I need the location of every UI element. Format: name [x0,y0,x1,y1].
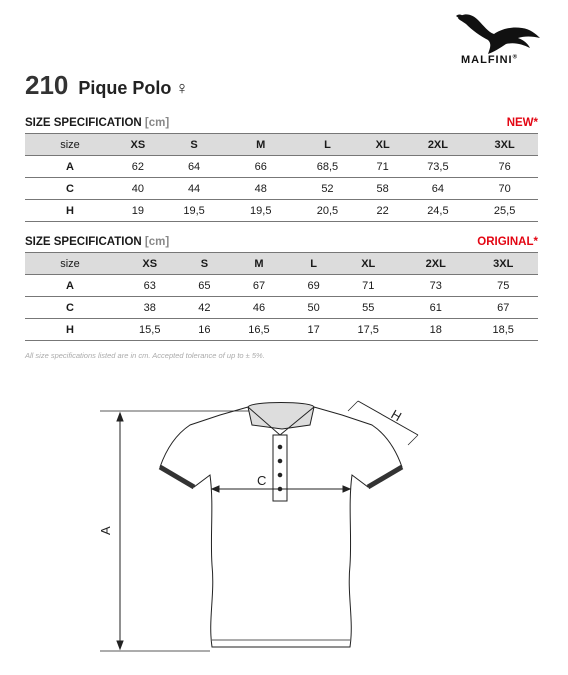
table-cell: H [25,200,115,222]
table-cell: 68,5 [294,156,361,178]
footnote: All size specifications listed are in cm. Accepted tolerance of up to ± 5%. [25,351,265,360]
table-cell: 50 [294,297,334,319]
left-cuff [160,467,194,487]
heading-label: SIZE SPECIFICATION [25,236,142,248]
table-cell: 52 [294,178,361,200]
column-header: L [294,253,334,275]
h-extension [408,435,418,445]
original-tag: ORIGINAL* [477,236,538,248]
table-cell: 15,5 [115,319,185,341]
column-header: XS [115,134,161,156]
table-cell: 75 [468,275,538,297]
table-cell: 64 [161,156,228,178]
table-cell: 64 [405,178,472,200]
table-cell: C [25,297,115,319]
table-cell: 67 [468,297,538,319]
size-table-original [25,236,538,341]
column-header: M [227,134,294,156]
product-number: 210 [25,70,69,100]
button-icon [278,445,282,449]
table-row [25,200,538,222]
button-icon [278,459,282,463]
unit-label: [cm] [144,236,170,248]
table-row [25,156,538,178]
new-tag: NEW* [506,117,538,129]
column-header: 3XL [471,134,538,156]
column-header: XL [333,253,403,275]
product-name: Pique Polo [78,78,172,98]
table-cell: 61 [403,297,468,319]
table-cell: 55 [333,297,403,319]
table-cell: 38 [115,297,185,319]
table-cell: A [25,156,115,178]
column-header: XS [115,253,185,275]
table-cell: 62 [115,156,161,178]
table-cell: 48 [227,178,294,200]
brand-name: MALFINI [461,54,513,66]
table-heading [25,236,538,252]
shirt-outline [160,407,402,647]
unit-label: [cm] [144,117,170,129]
column-header: M [224,253,294,275]
right-cuff [368,467,402,487]
h-dimension-line [358,401,418,435]
button-icon [278,473,282,477]
table-cell: 18,5 [468,319,538,341]
column-header: L [294,134,361,156]
arrow-left-icon [212,486,219,492]
column-header: S [161,134,228,156]
column-header: 2XL [403,253,468,275]
c-label: C [257,473,267,488]
column-header: 2XL [405,134,472,156]
table-cell: 58 [361,178,405,200]
table-cell: 66 [227,156,294,178]
column-header: S [185,253,225,275]
column-header: 3XL [468,253,538,275]
table-cell: 40 [115,178,161,200]
table-cell: 71 [333,275,403,297]
arrow-right-icon [343,486,350,492]
table-heading [25,117,538,133]
table-row [25,275,538,297]
table-cell: 73,5 [405,156,472,178]
table-row [25,297,538,319]
table-row [25,319,538,341]
arrow-down-icon [117,641,123,649]
column-header: size [25,134,115,156]
table-cell: 67 [224,275,294,297]
table-header-row [25,134,538,156]
table-row [25,178,538,200]
h-label: H [388,406,405,425]
table-cell: 19,5 [161,200,228,222]
table-cell: 25,5 [471,200,538,222]
table-cell: H [25,319,115,341]
table-cell: 22 [361,200,405,222]
table-cell: 16 [185,319,225,341]
table-cell: 24,5 [405,200,472,222]
table-cell: 19,5 [227,200,294,222]
table-cell: 44 [161,178,228,200]
table-cell: 17 [294,319,334,341]
table-cell: 65 [185,275,225,297]
registered-mark: ® [512,54,519,61]
column-header: XL [361,134,405,156]
h-extension [348,401,358,411]
table-cell: C [25,178,115,200]
arrow-up-icon [117,413,123,421]
table-cell: A [25,275,115,297]
heading-label: SIZE SPECIFICATION [25,117,142,129]
column-header: size [25,253,115,275]
polo-measurement-diagram [100,395,440,663]
product-title [25,70,189,101]
table-cell: 17,5 [333,319,403,341]
table-cell: 71 [361,156,405,178]
table-cell: 70 [471,178,538,200]
table-header-row [25,253,538,275]
table-cell: 46 [224,297,294,319]
table-cell: 76 [471,156,538,178]
table-cell: 63 [115,275,185,297]
table-cell: 19 [115,200,161,222]
table-cell: 69 [294,275,334,297]
a-label: A [98,526,113,535]
size-table-new [25,117,538,222]
female-icon: ♀ [175,78,189,98]
table-cell: 18 [403,319,468,341]
table-cell: 42 [185,297,225,319]
table-cell: 20,5 [294,200,361,222]
table-cell: 16,5 [224,319,294,341]
brand-logo [452,8,544,72]
table-cell: 73 [403,275,468,297]
